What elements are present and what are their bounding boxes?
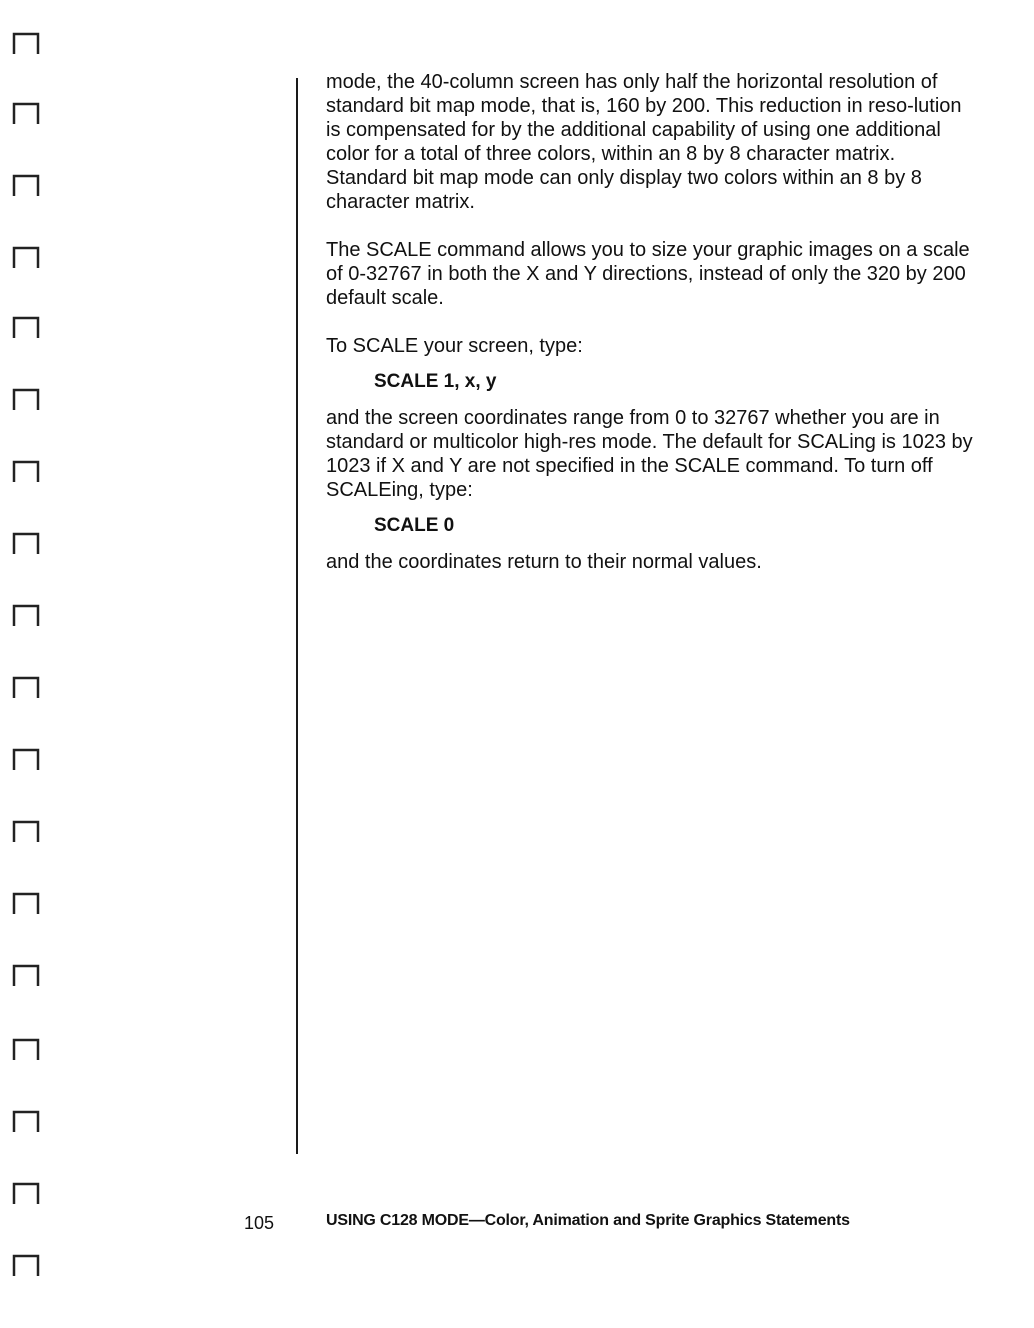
binder-mark [14, 1256, 38, 1276]
binder-mark [14, 966, 38, 986]
binder-mark [14, 534, 38, 554]
binder-mark [14, 750, 38, 770]
binder-mark [14, 1184, 38, 1204]
paragraph: and the coordinates return to their normal values. [326, 551, 762, 573]
binder-mark [14, 390, 38, 410]
margin-rule [296, 78, 298, 1154]
binder-mark [14, 678, 38, 698]
binder-mark [14, 176, 38, 196]
running-footer: USING C128 MODE—Color, Animation and Sprite Graphics Statements [326, 1212, 850, 1229]
binder-hole-marks [0, 0, 60, 1328]
page-number: 105 [244, 1213, 275, 1233]
binder-mark [14, 34, 38, 54]
binder-mark [14, 1040, 38, 1060]
binder-mark [14, 822, 38, 842]
binder-mark [14, 1112, 38, 1132]
paragraph: The SCALE command allows you to size your graphic images on a scale of 0-32767 in both the X and Y directions, instead of only the 320 by 200 default scale. [326, 239, 970, 309]
binder-mark [14, 462, 38, 482]
binder-mark [14, 248, 38, 268]
code-example: SCALE 0 [374, 515, 455, 536]
binder-mark [14, 318, 38, 338]
code-example: SCALE 1, x, y [374, 371, 497, 392]
paragraph: mode, the 40-column screen has only half the horizontal resolution of standard bit map mode, that is, 160 by 200. This reduction in reso-lution is compensated for by the additional capability of using one additional color for a total of three colors, within an 8 by 8 character matrix. Standard bit map mode can only display two colors within an 8 by 8 character matrix. [326, 71, 962, 213]
page-body [326, 70, 976, 598]
paragraph: To SCALE your screen, type: [326, 335, 583, 357]
paragraph: and the screen coordinates range from 0 to 32767 whether you are in standard or multicolor high-res mode. The default for SCALing is 1023 by 1023 if X and Y are not specified in the SCALE command. To turn off SCALEing, type: [326, 407, 973, 501]
binder-mark [14, 606, 38, 626]
binder-mark [14, 894, 38, 914]
binder-mark [14, 104, 38, 124]
